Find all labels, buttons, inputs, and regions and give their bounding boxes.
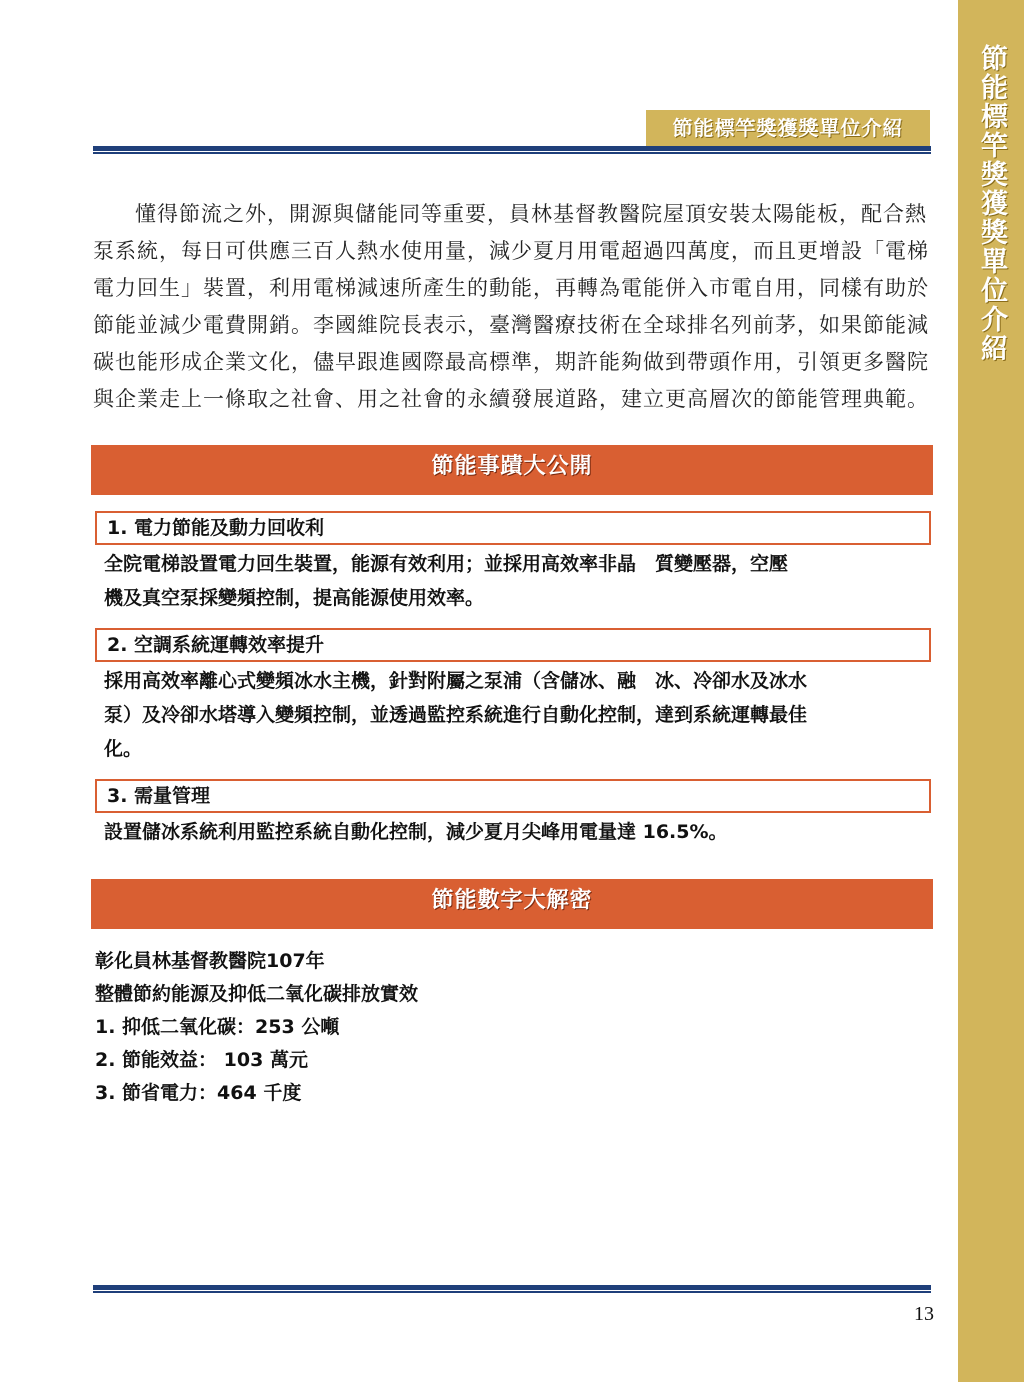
intro-line: 電力回生」裝置，利用電梯減速所產生的動能，再轉為電能併入市電自用，同樣有助於 (93, 276, 929, 300)
side-tab-title: 節能標竿獎獲獎單位介紹 (976, 44, 1007, 363)
page-number: 13 (914, 1303, 934, 1325)
item-body-line: 化。 (104, 738, 143, 760)
intro-line: 與企業走上一條取之社會、用之社會的永續發展道路，建立更高層次的節能管理典範。 (93, 387, 929, 411)
item-body-line: 泵）及冷卻水塔導入變頻控制，並透過監控系統進行自動化控制，達到系統運轉最佳 (104, 704, 808, 726)
section-title-numbers: 節能數字大解密 (91, 879, 933, 929)
stats-line: 1. 抑低二氧化碳：253 公噸 (95, 1016, 340, 1038)
section-title-achievements: 節能事蹟大公開 (91, 445, 933, 495)
item-heading-demand: 3. 需量管理 (95, 779, 931, 813)
intro-line: 懂得節流之外，開源與儲能同等重要，員林基督教醫院屋頂安裝太陽能板，配合熱 (135, 202, 927, 226)
intro-line: 節能並減少電費開銷。李國維院長表示，臺灣醫療技術在全球排名列前茅，如果節能減 (93, 313, 929, 337)
item-body-line: 機及真空泵採變頻控制，提高能源使用效率。 (104, 587, 485, 609)
footer-rule (93, 1285, 931, 1294)
item-body-hvac (104, 664, 924, 766)
stats-list (95, 945, 695, 1110)
intro-paragraph (93, 196, 933, 418)
stats-line: 彰化員林基督教醫院107年 (95, 950, 325, 972)
item-body-line: 全院電梯設置電力回生裝置，能源有效利用；並採用高效率非晶 質變壓器，空壓 (104, 553, 789, 575)
side-tab (958, 0, 1024, 1382)
header-badge: 節能標竿獎獲獎單位介紹 (646, 110, 930, 146)
item-heading-hvac: 2. 空調系統運轉效率提升 (95, 628, 931, 662)
item-body-line: 設置儲冰系統利用監控系統自動化控制，減少夏月尖峰用電量達 16.5%。 (104, 821, 728, 843)
stats-line: 2. 節能效益： 103 萬元 (95, 1049, 308, 1071)
item-body-demand (104, 815, 924, 849)
stats-line: 3. 節省電力：464 千度 (95, 1082, 302, 1104)
item-body-electric (104, 547, 924, 615)
intro-line: 泵系統，每日可供應三百人熱水使用量，減少夏月用電超過四萬度，而且更增設「電梯 (93, 239, 929, 263)
item-body-line: 採用高效率離心式變頻冰水主機，針對附屬之泵浦（含儲冰、融 冰、冷卻水及冰水 (104, 670, 808, 692)
header-rule (93, 146, 931, 155)
item-heading-electric: 1. 電力節能及動力回收利 (95, 511, 931, 545)
stats-line: 整體節約能源及抑低二氧化碳排放實效 (95, 983, 419, 1005)
intro-line: 碳也能形成企業文化，儘早跟進國際最高標準，期許能夠做到帶頭作用，引領更多醫院 (93, 350, 929, 374)
